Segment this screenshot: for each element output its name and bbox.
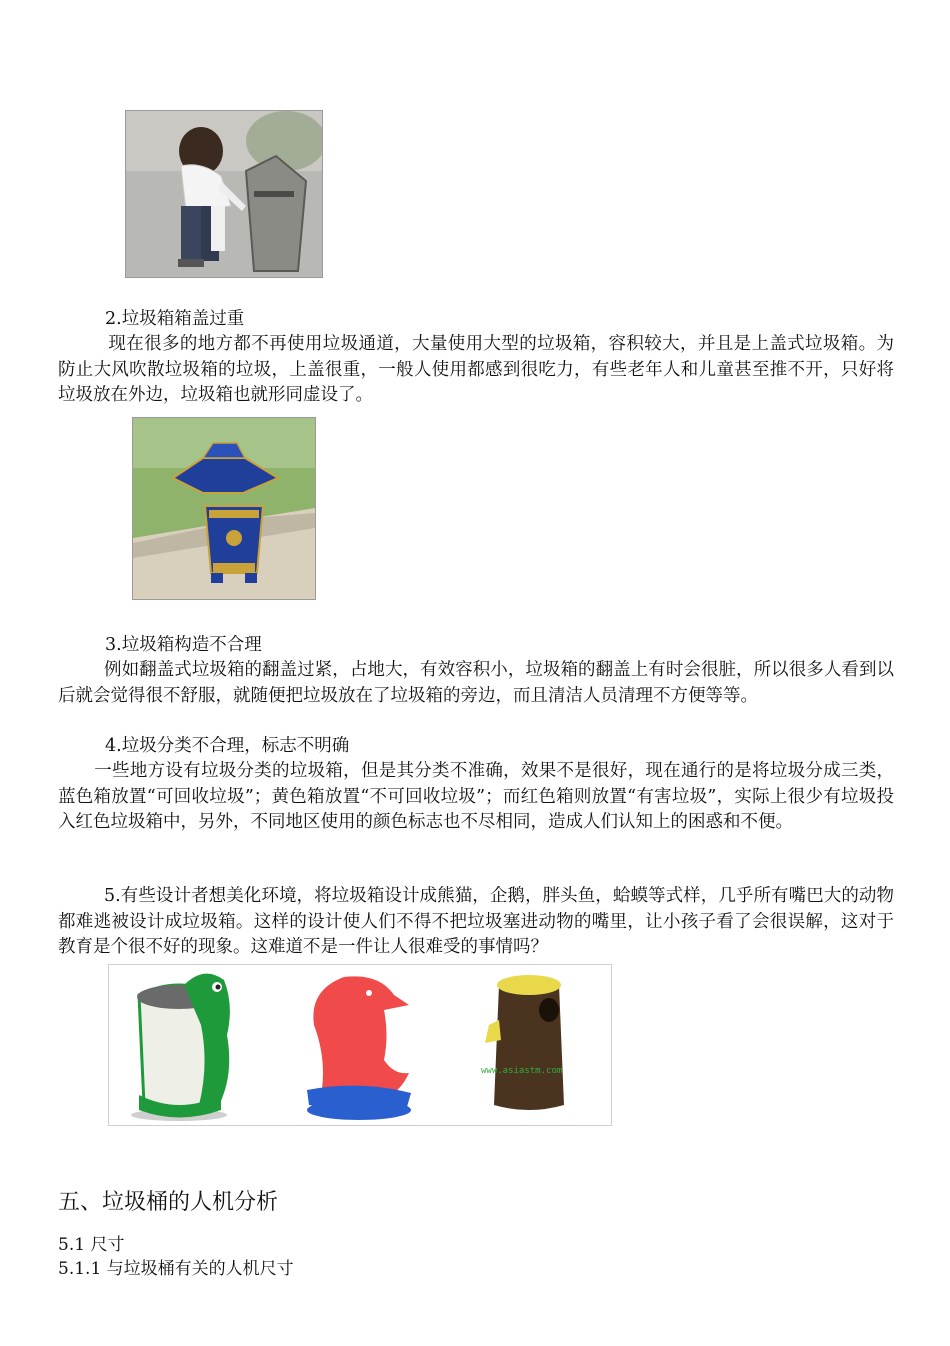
item-2-heading: 2.垃圾箱箱盖过重 [105,309,245,329]
item-5-text-body: 5.有些设计者想美化环境，将垃圾箱设计成熊猫，企鹅，胖头鱼，蛤蟆等式样，几乎所有嘴巴大的动物都难逃被设计成垃圾箱。这样的设计使人们不得不把垃圾塞进动物的嘴里，让小孩子看了会很误解，这对于教育是个很不好的现象。这难道不是一件让人很难受的事情吗？ [58,886,894,957]
subsection-5-1-1: 5.1.1 与垃圾桶有关的人机尺寸 [58,1259,294,1279]
watermark-text: www.asiastm.com [481,1066,563,1076]
item-4-heading: 4.垃圾分类不合理，标志不明确 [105,736,350,756]
item-4-text-body: 一些地方设有垃圾分类的垃圾箱，但是其分类不准确，效果不是很好，现在通行的是将垃圾分成三类，蓝色箱放置“可回收垃圾”；黄色箱放置“不可回收垃圾”；而红色箱则放置“有害垃圾”，实际上很少有垃圾投入红色垃圾箱中，另外，不同地区使用的颜色标志也不尽相同，造成人们认知上的困惑和不便。 [58,761,894,832]
item-2-text-body: 现在很多的地方都不再使用垃圾通道，大量使用大型的垃圾箱，容积较大，并且是上盖式垃圾箱。为防止大风吹散垃圾箱的垃圾，上盖很重，一般人使用都感到很吃力，有些老年人和儿童甚至推不开，只好将垃圾放在外边，垃圾箱也就形同虚设了。 [58,334,894,405]
photo-blue-bin [132,417,316,600]
frog-bin-icon [131,974,230,1121]
item-4-text [58,759,894,836]
item-3-heading: 3.垃圾箱构造不合理 [105,635,262,655]
photo-animal-bins [108,964,612,1126]
section-title: 五、垃圾桶的人机分析 [58,1190,279,1215]
photo-woman-opening-bin [125,110,323,278]
item-3-text [58,658,894,709]
item-2-text [58,332,894,409]
item-3-text-body: 例如翻盖式垃圾箱的翻盖过紧，占地大，有效容积小，垃圾箱的翻盖上有时会很脏，所以很多人看到以后就会觉得很不舒服，就随便把垃圾放在了垃圾箱的旁边，而且清洁人员清理不方便等等。 [58,660,894,706]
item-5-text [58,884,894,961]
subsection-5-1: 5.1 尺寸 [58,1235,125,1255]
